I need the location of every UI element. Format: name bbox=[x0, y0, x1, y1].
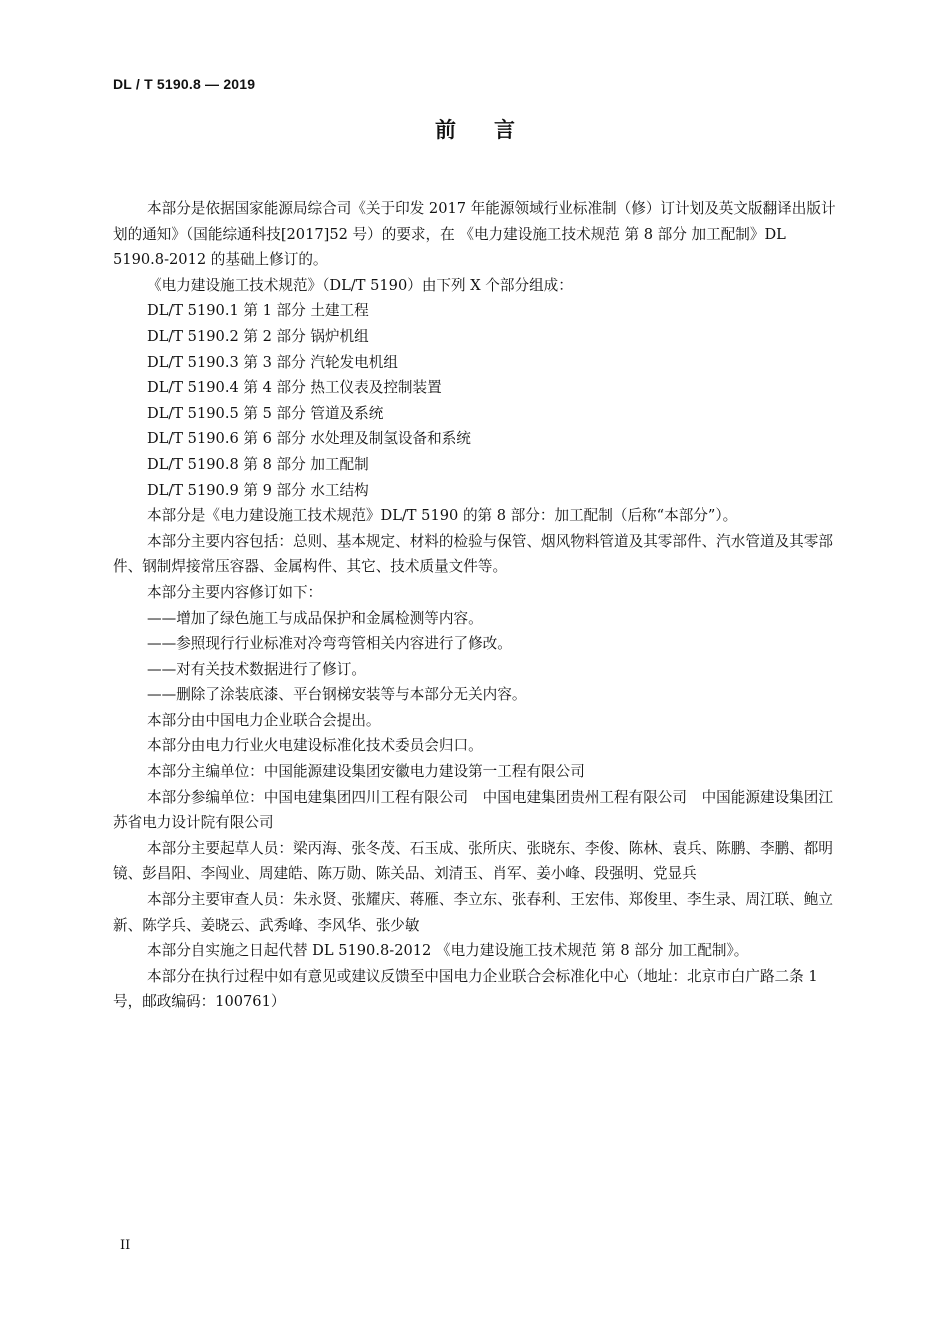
list-item-part-5: DL/T 5190.5 第 5 部分 管道及系统 bbox=[147, 404, 384, 422]
paragraph-reviewers: 本部分主要审查人员：朱永贤、张耀庆、蒋雁、李立东、张春利、王宏伟、郑俊里、李生录、周江联、鲍立新、陈学兵、姜晓云、武秀峰、李风华、张少敏 bbox=[113, 891, 833, 934]
revision-item-2: ——参照现行行业标准对冷弯弯管相关内容进行了修改。 bbox=[147, 635, 512, 653]
revision-item-4: ——删除了涂装底漆、平台钢梯安装等与本部分无关内容。 bbox=[147, 686, 527, 704]
page-title: 前言 bbox=[435, 117, 553, 142]
paragraph-contents: 本部分主要内容包括：总则、基本规定、材料的检验与保管、烟风物料管道及其零部件、汽水管道及其零部件、钢制焊接常压容器、金属构件、其它、技术质量文件等。 bbox=[113, 532, 833, 576]
paragraph-participants: 本部分参编单位：中国电建集团四川工程有限公司 中国电建集团贵州工程有限公司 中国能源建设集团江苏省电力设计院有限公司 bbox=[113, 788, 833, 832]
paragraph-committee: 本部分由电力行业火电建设标准化技术委员会归口。 bbox=[147, 737, 483, 755]
list-item-part-3: DL/T 5190.3 第 3 部分 汽轮发电机组 bbox=[147, 353, 398, 371]
list-item-part-8: DL/T 5190.8 第 8 部分 加工配制 bbox=[147, 455, 369, 473]
list-item-part-4: DL/T 5190.4 第 4 部分 热工仪表及控制装置 bbox=[147, 379, 442, 397]
document-code-header: DL / T 5190.8 — 2019 bbox=[113, 76, 256, 92]
paragraph-revisions-intro: 本部分主要内容修订如下： bbox=[147, 583, 323, 601]
list-item-part-9: DL/T 5190.9 第 9 部分 水工结构 bbox=[147, 481, 369, 499]
paragraph-chief-editor: 本部分主编单位：中国能源建设集团安徽电力建设第一工程有限公司 bbox=[147, 763, 585, 781]
paragraph-feedback: 本部分在执行过程中如有意见或建议反馈至中国电力企业联合会标准化中心（地址：北京市白广路二条 1 号，邮政编码：100761） bbox=[113, 967, 818, 1011]
document-body bbox=[113, 196, 837, 1015]
paragraph-drafters: 本部分主要起草人员：梁丙海、张冬茂、石玉成、张所庆、张晓东、李俊、陈林、袁兵、陈鹏、李鹏、都明镜、彭昌阳、李闯业、周建皓、陈万勋、陈关品、刘清玉、肖军、姜小峰、段强明、党显兵 bbox=[113, 839, 833, 883]
paragraph-replacement: 本部分自实施之日起代替 DL 5190.8-2012 《电力建设施工技术规范 第 8 部分 加工配制》。 bbox=[147, 942, 749, 960]
revision-item-3: ——对有关技术数据进行了修订。 bbox=[147, 660, 366, 678]
list-item-part-2: DL/T 5190.2 第 2 部分 锅炉机组 bbox=[147, 327, 369, 345]
paragraph-this-part: 本部分是《电力建设施工技术规范》DL/T 5190 的第 8 部分：加工配制（后称“本部分”）。 bbox=[147, 507, 738, 525]
list-item-part-1: DL/T 5190.1 第 1 部分 土建工程 bbox=[147, 302, 369, 320]
page-number: II bbox=[120, 1238, 131, 1253]
paragraph-basis: 本部分是依据国家能源局综合司《关于印发 2017 年能源领域行业标准制（修）订计划及英文版翻译出版计划的通知》（国能综通科技[2017]52 号）的要求，在 《电力建设施工技术规范 第 8 部分 加工配制》DL 5190.8-2012 的基础上修订的。 bbox=[113, 200, 836, 269]
revision-item-1: ——增加了绿色施工与成品保护和金属检测等内容。 bbox=[147, 609, 483, 627]
list-item-part-6: DL/T 5190.6 第 6 部分 水处理及制氢设备和系统 bbox=[147, 430, 471, 448]
paragraph-proposer: 本部分由中国电力企业联合会提出。 bbox=[147, 711, 381, 729]
paragraph-parts-intro: 《电力建设施工技术规范》（DL/T 5190）由下列 X 个部分组成： bbox=[147, 276, 573, 294]
